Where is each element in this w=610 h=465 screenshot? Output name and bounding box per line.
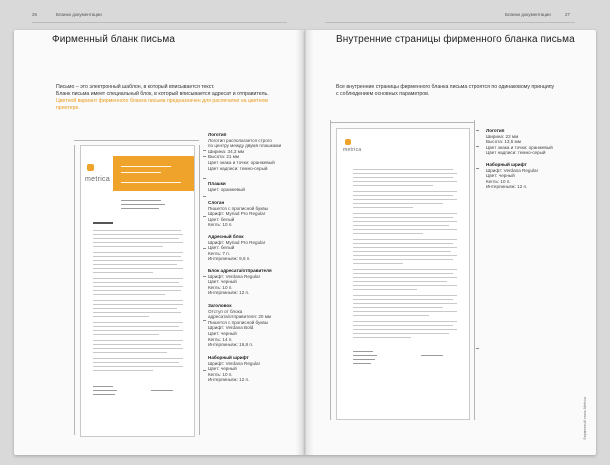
spec-heading: Наборный шрифт xyxy=(208,355,249,360)
right-page-number: 27 xyxy=(565,12,571,17)
inner-logo-text: metrica xyxy=(343,147,362,153)
spec-addressee-block: Блок адресата/отправителя Шрифт: Verdana Regular Цвет: черный Кегль: 10 п. Интерлиньяж: 12 п. xyxy=(208,268,293,296)
letterhead-mockup xyxy=(80,145,195,437)
spec-heading: Логотип xyxy=(208,132,227,137)
spec-heading: Слоган xyxy=(208,200,225,205)
inner-page-mockup xyxy=(336,128,470,420)
left-intro-line: Письмо – это электронный шаблон, в который вписывается текст. xyxy=(56,84,215,90)
dimension-line xyxy=(199,145,200,435)
dimension-line xyxy=(474,120,475,420)
right-intro xyxy=(336,84,581,98)
dimension-line xyxy=(330,120,331,420)
spec-heading: Наборный шрифт xyxy=(486,162,527,167)
dimension-line xyxy=(74,145,75,435)
spec-heading: Заголовок xyxy=(208,303,232,308)
right-footer-vertical: Фирменный стиль Metrica xyxy=(583,397,587,440)
left-intro-line: принтере. xyxy=(56,105,80,111)
right-intro-line: с соблюдением основных параметров. xyxy=(336,91,430,97)
spec-body-font: Наборный шрифт Шрифт: Verdana Regular Цвет: черный Кегль: 10 п. Интерлиньяж: 12 п. xyxy=(208,355,293,383)
letterhead-logo-text: metrica xyxy=(85,176,111,183)
left-page-title: Фирменный бланк письма xyxy=(52,34,175,45)
spec-heading-style: Заголовок Отступ от блока адресата/отправителя: 20 мм Пишется с прописной буквы Шрифт: Verdana Bold Цвет: черный Кегль: 14 п. Интерлиньяж: 16,8 п. xyxy=(208,303,293,348)
spec-heading: Плашки xyxy=(208,181,226,186)
left-intro-line: Цветной вариант фирменного бланка письма предназначен для распечатки на цветном xyxy=(56,98,268,104)
spec-logo: Логотип Логотип располагается строго по центру между двумя плашками Ширина: 34,3 мм Высота: 21 мм Цвет знака и точки: оранжевый Цвет надписи: темно-серый xyxy=(208,132,293,171)
spine-shadow xyxy=(296,30,314,455)
right-section-label: Бланки документации xyxy=(505,12,551,17)
right-intro-line: Все внутренние страницы фирменного бланка письма строятся по одинаковому принципу xyxy=(336,84,555,90)
left-section-label: Бланки документации xyxy=(56,12,102,17)
left-intro xyxy=(56,84,296,112)
spec-heading: Логотип xyxy=(486,128,505,133)
spec-inner-logo: Логотип Ширина: 22 мм Высота: 13,5 мм Цвет знака и точки: оранжевый Цвет надписи: темно-серый xyxy=(486,128,576,156)
right-page-title: Внутренние страницы фирменного бланка письма xyxy=(336,34,575,45)
right-header-rule xyxy=(325,22,575,23)
dimension-line xyxy=(330,122,474,123)
spec-address-block: Адресный блок Шрифт: Myriad Pro Regular Цвет: белый Кегль: 7 п. Интерлиньяж: 9,6 п. xyxy=(208,234,293,262)
spec-slogan: Слоган Пишется с прописной буквы Шрифт: Myriad Pro Regular Цвет: белый Кегль: 10 п. xyxy=(208,200,293,228)
spec-plates: Плашки Цвет: оранжевый xyxy=(208,181,293,192)
left-header-rule xyxy=(32,22,287,23)
metrica-logo-icon xyxy=(345,139,351,145)
dimension-line xyxy=(74,140,199,141)
left-page-number: 26 xyxy=(32,12,38,17)
spec-inner-body-font: Наборный шрифт Шрифт: Verdana Regular Цвет: черный Кегль: 10 п. Интерлиньяж: 12 п. xyxy=(486,162,576,190)
left-intro-line: Бланк письма имеет специальный блок, в который вписывается адресат и отправитель. xyxy=(56,91,269,97)
spec-heading: Адресный блок xyxy=(208,234,244,239)
spec-heading: Блок адресата/отправителя xyxy=(208,268,272,273)
metrica-logo-icon xyxy=(87,164,94,171)
